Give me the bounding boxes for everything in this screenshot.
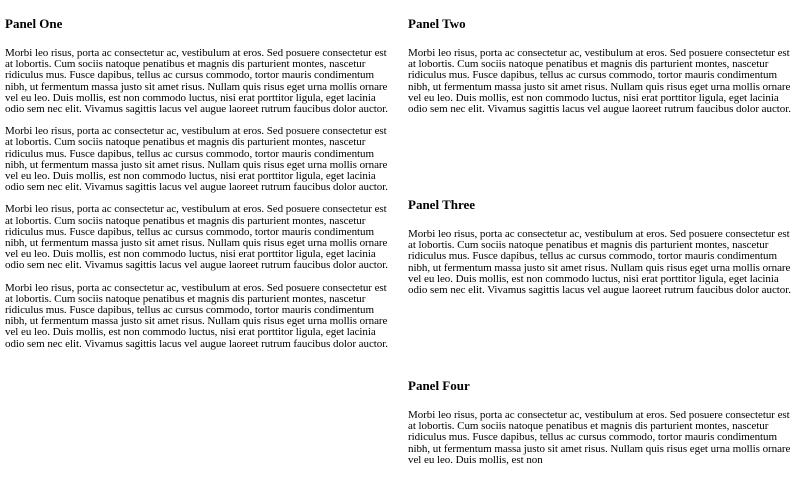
panel-paragraph: Morbi leo risus, porta ac consectetur ac, vestibulum at eros. Sed posuere consectetur est at lobortis. Cum sociis natoque penatibus et magnis dis parturient montes, nascetur ridiculus mus. Fusce dapibus, tellus ac cursus commodo, tortor mauris condimentum nibh, ut fermentum massa justo sit amet risus. Nullam quis risus eget urna mollis ornare vel eu leo. Duis mollis, est non commodo luctus, nisi erat porttitor ligula, eget lacinia odio sem nec elit. Vivamus sagittis lacus vel augue laoreet rutrum faucibus dolor auctor. [5,47,388,116]
panel-paragraph: Morbi leo risus, porta ac consectetur ac, vestibulum at eros. Sed posuere consectetur est at lobortis. Cum sociis natoque penatibus et magnis dis parturient montes, nascetur ridiculus mus. Fusce dapibus, tellus ac cursus commodo, tortor mauris condimentum nibh, ut fermentum massa justo sit amet risus. Nullam quis risus eget urna mollis ornare vel eu leo. Duis mollis, est non commodo luctus, nisi erat porttitor ligula, eget lacinia odio sem nec elit. Vivamus sagittis lacus vel augue laoreet rutrum faucibus dolor auctor. [5,203,388,272]
panel-paragraph: Morbi leo risus, porta ac consectetur ac, vestibulum at eros. Sed posuere consectetur est at lobortis. Cum sociis natoque penatibus et magnis dis parturient montes, nascetur ridiculus mus. Fusce dapibus, tellus ac cursus commodo, tortor mauris condimentum nibh, ut fermentum massa justo sit amet risus. Nullam quis risus eget urna mollis ornare vel eu leo. Duis mollis, est non commodo luctus, nisi erat porttitor ligula, eget lacinia odio sem nec elit. Vivamus sagittis lacus vel augue laoreet rutrum faucibus dolor auctor. [408,47,791,116]
panel-title: Panel One [5,16,63,31]
panel-paragraph: Morbi leo risus, porta ac consectetur ac, vestibulum at eros. Sed posuere consectetur est at lobortis. Cum sociis natoque penatibus et magnis dis parturient montes, nascetur ridiculus mus. Fusce dapibus, tellus ac cursus commodo, tortor mauris condimentum nibh, ut fermentum massa justo sit amet risus. Nullam quis risus eget urna mollis ornare vel eu leo. Duis mollis, est non commodo luctus, nisi erat porttitor ligula, eget lacinia odio sem nec elit. Vivamus sagittis lacus vel augue laoreet rutrum faucibus dolor auctor. [5,281,388,350]
panel-paragraph: Morbi leo risus, porta ac consectetur ac, vestibulum at eros. Sed posuere consectetur est at lobortis. Cum sociis natoque penatibus et magnis dis parturient montes, nascetur ridiculus mus. Fusce dapibus, tellus ac cursus commodo, tortor mauris condimentum nibh, ut fermentum massa justo sit amet risus. Nullam quis risus eget urna mollis ornare vel eu leo. Duis mollis, est non commodo luctus, nisi erat porttitor ligula, eget lacinia odio sem nec elit. Vivamus sagittis lacus vel augue laoreet rutrum faucibus dolor auctor. [5,125,388,194]
panel-one [5,16,395,361]
panel-title: Panel Three [408,197,476,212]
panel-four [408,378,798,477]
panel-paragraph: Morbi leo risus, porta ac consectetur ac, vestibulum at eros. Sed posuere consectetur est at lobortis. Cum sociis natoque penatibus et magnis dis parturient montes, nascetur ridiculus mus. Fusce dapibus, tellus ac cursus commodo, tortor mauris condimentum nibh, ut fermentum massa justo sit amet risus. Nullam quis risus eget urna mollis ornare vel eu leo. Duis mollis, est non commodo luctus, nisi erat porttitor ligula, eget lacinia odio sem nec elit. Vivamus sagittis lacus vel augue laoreet rutrum faucibus dolor auctor. [408,228,791,297]
panel-title: Panel Two [408,16,466,31]
panel-two [408,16,798,126]
panel-paragraph: Morbi leo risus, porta ac consectetur ac, vestibulum at eros. Sed posuere consectetur est at lobortis. Cum sociis natoque penatibus et magnis dis parturient montes, nascetur ridiculus mus. Fusce dapibus, tellus ac cursus commodo, tortor mauris condimentum nibh, ut fermentum massa justo sit amet risus. Nullam quis risus eget urna mollis ornare vel eu leo. Duis mollis, est non [408,409,791,466]
panel-three [408,197,798,307]
panel-title: Panel Four [408,378,470,393]
